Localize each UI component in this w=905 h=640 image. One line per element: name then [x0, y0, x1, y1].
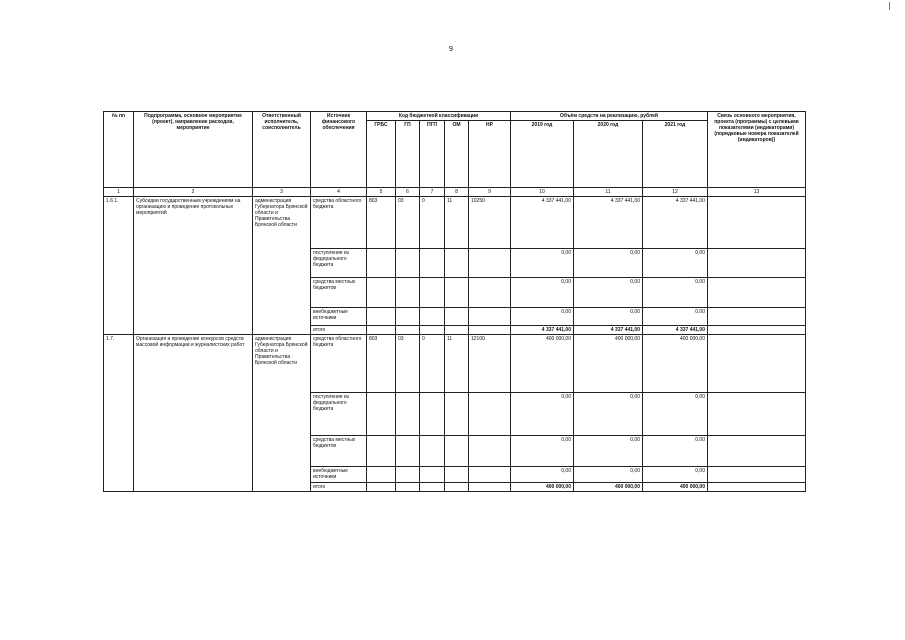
grbs-cell — [367, 278, 396, 308]
pgp-cell: 0 — [420, 335, 445, 393]
pgp-cell — [420, 308, 445, 326]
om-cell: 11 — [445, 335, 469, 393]
grbs-cell — [367, 326, 396, 335]
gp-cell: 03 — [396, 197, 420, 249]
link-cell — [708, 335, 806, 393]
gp-cell — [396, 467, 420, 483]
header-link: Связь основного мероприятия, проекта (программы) с целевыми показателями (индикаторами) (порядковые номера показателей (индикаторов)) — [708, 112, 806, 188]
header-om: ОМ — [445, 121, 469, 188]
grbs-cell — [367, 483, 396, 492]
header-source: Источник финансового обеспечения — [311, 112, 367, 188]
value-2020-cell: 0,00 — [574, 436, 643, 467]
budget-table — [103, 111, 806, 492]
funding-row — [104, 197, 806, 249]
grbs-cell — [367, 467, 396, 483]
header-code-group: Код бюджетной классификации — [367, 112, 511, 121]
pgp-cell — [420, 393, 445, 436]
om-cell — [445, 326, 469, 335]
value-2020-cell: 4 337 441,00 — [574, 326, 643, 335]
col-number: 6 — [396, 188, 420, 197]
link-cell — [708, 393, 806, 436]
header-executor: Ответственный исполнитель, соисполнитель — [253, 112, 311, 188]
nr-cell — [469, 467, 511, 483]
value-2019-cell: 400 000,00 — [511, 483, 574, 492]
value-2021-cell: 0,00 — [643, 393, 708, 436]
value-2021-cell: 400 000,00 — [643, 483, 708, 492]
header-grbs: ГРБС — [367, 121, 396, 188]
om-cell: 11 — [445, 197, 469, 249]
link-cell — [708, 436, 806, 467]
source-cell: итого — [311, 326, 367, 335]
pgp-cell: 0 — [420, 197, 445, 249]
header-pgp: ПГП — [420, 121, 445, 188]
nr-cell — [469, 249, 511, 278]
link-cell — [708, 278, 806, 308]
value-2020-cell: 0,00 — [574, 249, 643, 278]
om-cell — [445, 393, 469, 436]
gp-cell — [396, 249, 420, 278]
col-number: 8 — [445, 188, 469, 197]
value-2019-cell: 4 337 441,00 — [511, 197, 574, 249]
nr-cell — [469, 326, 511, 335]
source-cell: средства областного бюджета — [311, 197, 367, 249]
grbs-cell — [367, 249, 396, 278]
pgp-cell — [420, 483, 445, 492]
gp-cell — [396, 326, 420, 335]
gp-cell — [396, 483, 420, 492]
gp-cell — [396, 278, 420, 308]
value-2020-cell: 400 000,00 — [574, 483, 643, 492]
col-number: 9 — [469, 188, 511, 197]
grbs-cell — [367, 308, 396, 326]
value-2020-cell: 400 000,00 — [574, 335, 643, 393]
link-cell — [708, 326, 806, 335]
nr-cell — [469, 436, 511, 467]
source-cell: поступления из федерального бюджета — [311, 249, 367, 278]
nr-cell: 10250 — [469, 197, 511, 249]
value-2020-cell: 0,00 — [574, 278, 643, 308]
col-number: 5 — [367, 188, 396, 197]
om-cell — [445, 308, 469, 326]
pgp-cell — [420, 467, 445, 483]
value-2021-cell: 0,00 — [643, 308, 708, 326]
pgp-cell — [420, 278, 445, 308]
link-cell — [708, 467, 806, 483]
col-number: 4 — [311, 188, 367, 197]
om-cell — [445, 483, 469, 492]
header-2019: 2019 год — [511, 121, 574, 188]
section-name-cell: Субсидии государственным учреждениям на организацию и проведение протокольных мероприятий — [134, 197, 253, 335]
header-gp: ГП — [396, 121, 420, 188]
value-2021-cell: 4 337 441,00 — [643, 197, 708, 249]
value-2021-cell: 4 337 441,00 — [643, 326, 708, 335]
value-2019-cell: 0,00 — [511, 467, 574, 483]
source-cell: поступления из федерального бюджета — [311, 393, 367, 436]
value-2019-cell: 400 000,00 — [511, 335, 574, 393]
source-cell: итого — [311, 483, 367, 492]
pgp-cell — [420, 436, 445, 467]
value-2020-cell: 4 337 441,00 — [574, 197, 643, 249]
header-volume-group: Объём средств на реализацию, рублей — [511, 112, 708, 121]
gp-cell — [396, 436, 420, 467]
link-cell — [708, 249, 806, 278]
value-2019-cell: 0,00 — [511, 393, 574, 436]
grbs-cell — [367, 393, 396, 436]
source-cell: внебюджетные источники — [311, 467, 367, 483]
col-number: 7 — [420, 188, 445, 197]
gp-cell — [396, 308, 420, 326]
grbs-cell: 803 — [367, 197, 396, 249]
source-cell: средства областного бюджета — [311, 335, 367, 393]
value-2021-cell: 0,00 — [643, 278, 708, 308]
gp-cell — [396, 393, 420, 436]
value-2020-cell: 0,00 — [574, 393, 643, 436]
value-2020-cell: 0,00 — [574, 308, 643, 326]
nr-cell — [469, 393, 511, 436]
value-2021-cell: 0,00 — [643, 436, 708, 467]
section-number-cell: 1.7. — [104, 335, 134, 492]
source-cell: средства местных бюджетов — [311, 436, 367, 467]
col-number: 3 — [253, 188, 311, 197]
value-2021-cell: 0,00 — [643, 249, 708, 278]
om-cell — [445, 467, 469, 483]
section-executor-cell: администрация Губернатора Брянской области и Правительства Брянской области — [253, 335, 311, 492]
header-2020: 2020 год — [574, 121, 643, 188]
om-cell — [445, 278, 469, 308]
value-2019-cell: 0,00 — [511, 249, 574, 278]
funding-row — [104, 335, 806, 393]
link-cell — [708, 308, 806, 326]
nr-cell: 12100 — [469, 335, 511, 393]
link-cell — [708, 483, 806, 492]
section-number-cell: 1.6.1. — [104, 197, 134, 335]
value-2021-cell: 0,00 — [643, 467, 708, 483]
source-cell: средства местных бюджетов — [311, 278, 367, 308]
nr-cell — [469, 483, 511, 492]
value-2019-cell: 0,00 — [511, 278, 574, 308]
col-number: 1 — [104, 188, 134, 197]
col-number: 2 — [134, 188, 253, 197]
value-2019-cell: 4 337 441,00 — [511, 326, 574, 335]
page-number: 9 — [449, 46, 453, 53]
value-2020-cell: 0,00 — [574, 467, 643, 483]
section-executor-cell: администрация Губернатора Брянской области и Правительства Брянской области — [253, 197, 311, 335]
value-2019-cell: 0,00 — [511, 436, 574, 467]
column-number-row — [104, 188, 806, 197]
pgp-cell — [420, 326, 445, 335]
nr-cell — [469, 308, 511, 326]
value-2019-cell: 0,00 — [511, 308, 574, 326]
pgp-cell — [420, 249, 445, 278]
col-number: 10 — [511, 188, 574, 197]
col-number: 13 — [708, 188, 806, 197]
scan-edge-mark — [889, 2, 890, 10]
section-name-cell: Организация и проведение конкурсов средств массовой информации и журналистских работ — [134, 335, 253, 492]
om-cell — [445, 436, 469, 467]
header-no: № пп — [104, 112, 134, 188]
gp-cell: 03 — [396, 335, 420, 393]
header-subprogram: Подпрограмма, основное мероприятие (проект), направление расходов, мероприятие — [134, 112, 253, 188]
header-2021: 2021 год — [643, 121, 708, 188]
header-nr: НР — [469, 121, 511, 188]
col-number: 12 — [643, 188, 708, 197]
source-cell: внебюджетные источники — [311, 308, 367, 326]
om-cell — [445, 249, 469, 278]
nr-cell — [469, 278, 511, 308]
grbs-cell: 803 — [367, 335, 396, 393]
grbs-cell — [367, 436, 396, 467]
col-number: 11 — [574, 188, 643, 197]
value-2021-cell: 400 000,00 — [643, 335, 708, 393]
link-cell — [708, 197, 806, 249]
